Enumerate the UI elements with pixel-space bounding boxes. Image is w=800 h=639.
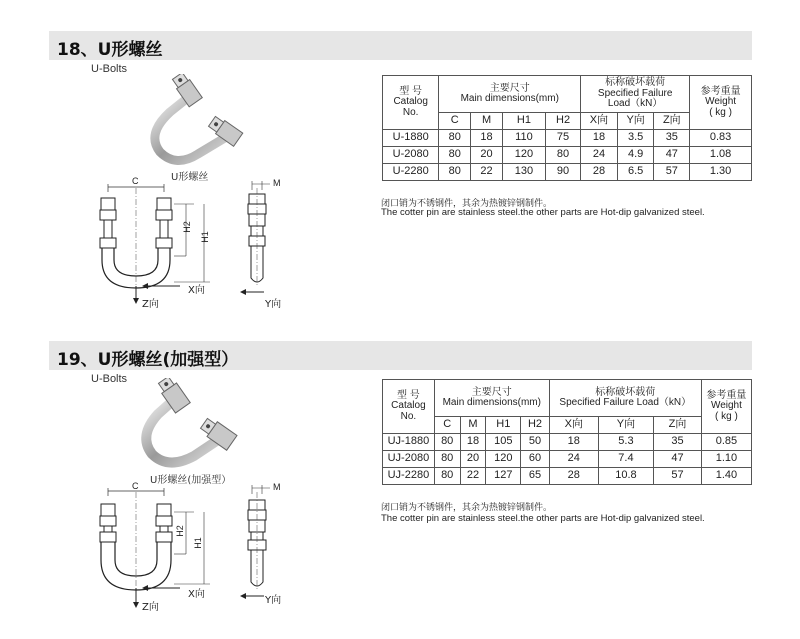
note-english: The cotter pin are stainless steel.the other parts are Hot-dip galvanized steel. xyxy=(381,207,705,218)
dim-m: M xyxy=(273,482,281,492)
subheader-cell: Z向 xyxy=(654,113,690,130)
z-direction-label: Z向 xyxy=(142,602,159,613)
table-cell: 80 xyxy=(545,147,580,164)
header-catalog: 型 号 Catalog No. xyxy=(383,76,439,130)
table-row xyxy=(383,434,752,451)
table-cell: 35 xyxy=(654,130,690,147)
section-subtitle: U-Bolts xyxy=(91,373,128,385)
note-chinese: 闭口销为不锈钢件，其余为热镀锌钢制件。 xyxy=(381,503,553,513)
table-row xyxy=(383,147,752,164)
table-cell: 80 xyxy=(439,147,471,164)
dim-h2: H2 xyxy=(181,221,192,233)
table-cell: 105 xyxy=(486,434,521,451)
photo-caption: U形螺丝 xyxy=(171,172,209,183)
subheader-row xyxy=(383,417,752,434)
table-cell: 20 xyxy=(471,147,503,164)
spec-table xyxy=(382,75,752,181)
subheader-cell: H1 xyxy=(502,113,545,130)
dim-m: M xyxy=(273,178,281,188)
table-cell: UJ-2280 xyxy=(383,468,435,485)
table-cell: 110 xyxy=(502,130,545,147)
table-cell: 7.4 xyxy=(598,451,653,468)
table-cell: 18 xyxy=(581,130,618,147)
table-cell: UJ-1880 xyxy=(383,434,435,451)
dim-h1: H1 xyxy=(199,231,210,243)
spec-table xyxy=(382,379,752,485)
y-direction-label: Y向 xyxy=(265,595,282,606)
subheader-cell: H1 xyxy=(486,417,521,434)
u-bolt-photo xyxy=(118,74,268,174)
dim-h2: H2 xyxy=(174,525,185,537)
photo-caption: U形螺丝(加强型） xyxy=(150,475,232,486)
table-cell: 0.83 xyxy=(690,130,752,147)
table-cell: 47 xyxy=(654,451,702,468)
table-cell: 20 xyxy=(460,451,486,468)
table-cell: 80 xyxy=(439,130,471,147)
table-cell: 57 xyxy=(654,468,702,485)
subheader-cell: M xyxy=(460,417,486,434)
table-cell: 5.3 xyxy=(598,434,653,451)
subheader-cell: Y向 xyxy=(598,417,653,434)
table-cell: 18 xyxy=(549,434,598,451)
section-u-bolts-reinforced xyxy=(0,310,800,613)
table-cell: U-1880 xyxy=(383,130,439,147)
section-header xyxy=(49,31,752,60)
table-cell: 22 xyxy=(460,468,486,485)
table-cell: 35 xyxy=(654,434,702,451)
side-view-drawing xyxy=(230,178,290,306)
table-cell: 80 xyxy=(434,434,460,451)
x-direction-label: X向 xyxy=(188,589,205,600)
table-cell: 24 xyxy=(549,451,598,468)
dim-h1: H1 xyxy=(192,537,203,549)
table-cell: 127 xyxy=(486,468,521,485)
table-cell: 1.10 xyxy=(701,451,751,468)
section-u-bolts xyxy=(0,0,800,310)
table-cell: U-2080 xyxy=(383,147,439,164)
header-catalog: 型 号 Catalog No. xyxy=(383,380,435,434)
table-cell: 1.30 xyxy=(690,164,752,181)
subheader-cell: H2 xyxy=(521,417,550,434)
table-cell: UJ-2080 xyxy=(383,451,435,468)
section-title: 19、U形螺丝(加强型） xyxy=(57,350,239,370)
table-cell: 28 xyxy=(581,164,618,181)
section-subtitle: U-Bolts xyxy=(91,63,128,75)
table-cell: 120 xyxy=(502,147,545,164)
subheader-cell: Z向 xyxy=(654,417,702,434)
y-direction-label: Y向 xyxy=(265,299,282,310)
table-cell: 0.85 xyxy=(701,434,751,451)
table-cell: 1.40 xyxy=(701,468,751,485)
subheader-cell: X向 xyxy=(549,417,598,434)
table-cell: 75 xyxy=(545,130,580,147)
table-cell: 10.8 xyxy=(598,468,653,485)
header-main-dimensions: 主要尺寸 Main dimensions(mm) xyxy=(434,380,549,417)
subheader-cell: H2 xyxy=(545,113,580,130)
table-cell: 60 xyxy=(521,451,550,468)
table-cell: 3.5 xyxy=(617,130,654,147)
header-weight: 参考重量 Weight ( kg ) xyxy=(690,76,752,130)
subheader-cell: C xyxy=(439,113,471,130)
table-cell: 130 xyxy=(502,164,545,181)
u-bolt-reinforced-photo xyxy=(118,378,268,478)
table-cell: 57 xyxy=(654,164,690,181)
subheader-cell: X向 xyxy=(581,113,618,130)
header-failure-load: 标称破坏载荷 Specified Failure Load（kN） xyxy=(581,76,690,113)
table-row xyxy=(383,451,752,468)
table-row xyxy=(383,468,752,485)
header-failure-load: 标称破坏载荷 Specified Failure Load（kN） xyxy=(549,380,701,417)
header-weight: 参考重量 Weight ( kg ) xyxy=(701,380,751,434)
table-cell: 50 xyxy=(521,434,550,451)
x-direction-label: X向 xyxy=(188,285,205,296)
table-cell: 80 xyxy=(434,468,460,485)
table-cell: 80 xyxy=(439,164,471,181)
note-chinese: 闭口销为不锈钢件，其余为热镀锌钢制件。 xyxy=(381,199,553,209)
table-cell: 4.9 xyxy=(617,147,654,164)
table-cell: 65 xyxy=(521,468,550,485)
header-main-dimensions: 主要尺寸 Main dimensions(mm) xyxy=(439,76,581,113)
table-cell: 24 xyxy=(581,147,618,164)
table-row xyxy=(383,164,752,181)
table-cell: U-2280 xyxy=(383,164,439,181)
dim-c: C xyxy=(132,176,139,186)
section-header xyxy=(49,341,752,370)
table-cell: 47 xyxy=(654,147,690,164)
subheader-cell: Y向 xyxy=(617,113,654,130)
section-title: 18、U形螺丝 xyxy=(57,40,163,60)
table-cell: 1.08 xyxy=(690,147,752,164)
table-cell: 6.5 xyxy=(617,164,654,181)
dim-c: C xyxy=(132,481,139,491)
subheader-cell: C xyxy=(434,417,460,434)
table-cell: 18 xyxy=(471,130,503,147)
table-row xyxy=(383,130,752,147)
table-cell: 120 xyxy=(486,451,521,468)
subheader-cell: M xyxy=(471,113,503,130)
table-cell: 80 xyxy=(434,451,460,468)
note-english: The cotter pin are stainless steel.the other parts are Hot-dip galvanized steel. xyxy=(381,513,705,524)
z-direction-label: Z向 xyxy=(142,299,159,310)
table-cell: 18 xyxy=(460,434,486,451)
table-cell: 90 xyxy=(545,164,580,181)
table-cell: 22 xyxy=(471,164,503,181)
table-cell: 28 xyxy=(549,468,598,485)
